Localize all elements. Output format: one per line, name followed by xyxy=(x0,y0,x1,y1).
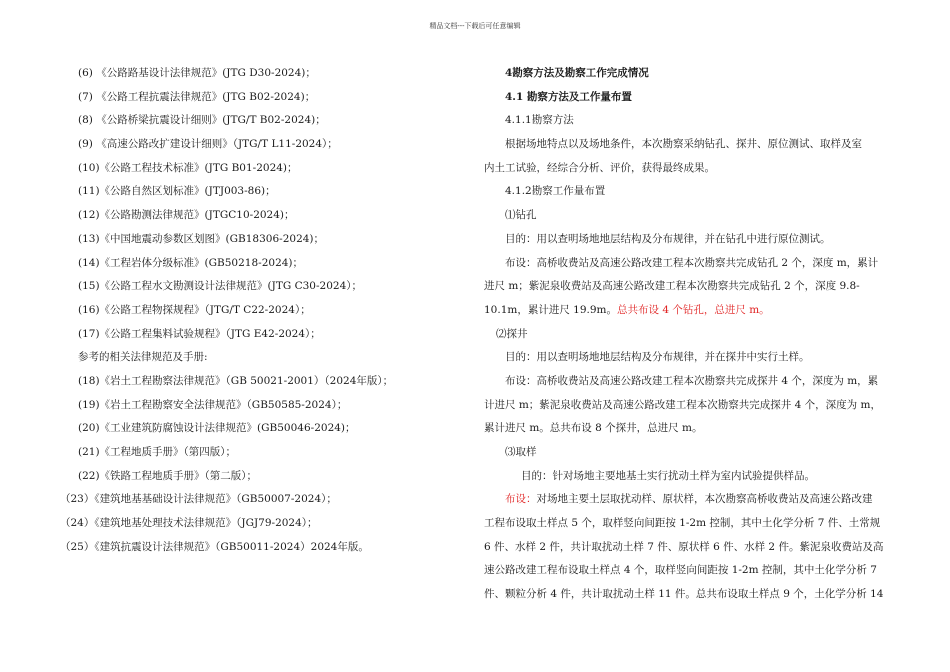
paragraph-line: 累计进尺 m。总共布设 8 个探井，总进尺 m。 xyxy=(484,422,703,435)
paragraph-line: 目的：用以查明场地地层结构及分布规律，并在钻孔中进行原位测试。 xyxy=(505,232,831,245)
reference-item: (8) 《公路桥梁抗震设计细则》(JTG/T B02-2024)； xyxy=(78,114,326,127)
reference-item: （23）《建筑地基基础设计法律规范》（GB50007-2024）； xyxy=(60,493,337,506)
reference-item: (6) 《公路路基设计法律规范》(JTG D30-2024)； xyxy=(78,67,316,79)
paragraph-line: 工程布设取土样点 5 个，取样竖向间距按 1-2m 控制，其中土化学分析 7 件、土常规 xyxy=(484,517,881,530)
highlighted-label: 布设： xyxy=(505,493,537,506)
reference-item: （24）《建筑地基处理技术法律规范》（JGJ79-2024）； xyxy=(60,517,318,530)
paragraph-line xyxy=(484,488,894,512)
reference-item: (16)《公路工程物探规程》（JTG/T C22-2024）； xyxy=(78,303,311,316)
subsubsection-heading: 4.1.1勘察方法 xyxy=(505,114,574,127)
paragraph-text: 10.1m，累计进尺 19.9m。 xyxy=(484,303,618,316)
paragraph-line: 目的：针对场地主要地基土实行扰动土样为室内试验提供样品。 xyxy=(521,469,815,482)
reference-subheading: 参考的相关法律规范及手册: xyxy=(78,351,208,364)
reference-item: (18)《岩土工程勘察法律规范》（GB 50021-2001）（2024年版）； xyxy=(78,374,394,387)
paragraph-line: 目的：用以查明场地地层结构及分布规律，并在探井中实行土样。 xyxy=(505,351,810,364)
reference-item: (10)《公路工程技术标准》(JTG B01-2024)； xyxy=(78,161,298,174)
reference-item: (12)《公路勘测法律规范》(JTGC10-2024)； xyxy=(78,209,295,222)
section-heading: 4勘察方法及勘察工作完成情况 xyxy=(505,67,649,79)
reference-item: （25）《建筑抗震设计法律规范》（GB50011-2024）2024年版。 xyxy=(60,540,369,553)
subsubsection-heading: 4.1.2勘察工作量布置 xyxy=(505,185,606,198)
page-header: 精品文档---下载后可任意编辑 xyxy=(429,22,521,30)
paragraph-line: 6 件、水样 2 件，共计取扰动土样 7 件、原状样 6 件、水样 2 件。紫泥泉收费站及高 xyxy=(484,540,884,553)
paragraph-line: 件、颗粒分析 4 件，共计取扰动土样 11 件。总共布设取土样点 9 个，土化学分析 14 xyxy=(484,588,884,601)
paragraph-line: 计进尺 m；紫泥泉收费站及高速公路改建工程本次勘察共完成探井 4 个，深度为 m， xyxy=(484,398,881,411)
paragraph-line xyxy=(484,299,894,323)
reference-item: (19)《岩土工程勘察安全法律规范》（GB50585-2024）； xyxy=(78,398,348,411)
item-heading-sampling: ⑶取样 xyxy=(505,446,537,458)
item-heading-drilling: ⑴钻孔 xyxy=(505,209,537,222)
paragraph-line: 速公路改建工程布设取土样点 4 个，取样竖向间距按 1-2m 控制，其中土化学分析 7 xyxy=(484,564,877,577)
reference-item: (7) 《公路工程抗震法律规范》(JTG B02-2024)； xyxy=(78,90,316,103)
item-heading-pit: ⑵探井 xyxy=(496,327,528,340)
paragraph-line: 根据场地特点以及场地条件，本次勘察采纳钻孔、探井、原位测试、取样及室 xyxy=(505,138,862,151)
paragraph-text: 对场地主要土层取扰动样、原状样，本次勘察高桥收费站及高速公路改建 xyxy=(536,493,873,506)
reference-item: (17)《公路工程集料试验规程》（JTG E42-2024）； xyxy=(78,327,321,340)
reference-item: (15)《公路工程水文勘测设计法律规范》(JTG C30-2024）； xyxy=(78,280,363,293)
paragraph-line: 布设：高桥收费站及高速公路改建工程本次勘察共完成探井 4 个，深度为 m，累 xyxy=(505,374,879,387)
survey-section xyxy=(484,62,894,607)
reference-item: (13)《中国地震动参数区划图》(GB18306-2024)； xyxy=(78,232,325,245)
subsection-heading: 4.1 勘察方法及工作量布置 xyxy=(505,90,632,103)
reference-item: (9) 《高速公路改扩建设计细则》（JTG/T L11-2024）； xyxy=(78,138,338,151)
reference-list xyxy=(60,62,468,559)
reference-item: (20)《工业建筑防腐蚀设计法律规范》(GB50046-2024)； xyxy=(78,422,356,435)
reference-item: (22)《铁路工程地质手册》（第二版）； xyxy=(78,469,258,482)
reference-item: (14)《工程岩体分级标准》(GB50218-2024)； xyxy=(78,256,304,269)
paragraph-line: 进尺 m；紫泥泉收费站及高速公路改建工程本次勘察共完成钻孔 2 个，深度 9.8- xyxy=(484,280,860,293)
paragraph-line: 布设：高桥收费站及高速公路改建工程本次勘察共完成钻孔 2 个，深度 m，累计 xyxy=(505,256,879,269)
reference-item: (21)《工程地质手册》（第四版）； xyxy=(78,446,237,458)
paragraph-line: 内土工试验，经综合分析、评价，获得最终成果。 xyxy=(484,161,715,174)
reference-item: (11)《公路自然区划标准》(JTJ003-86)； xyxy=(78,185,276,198)
highlighted-text: 总共布设 4 个钻孔，总进尺 m。 xyxy=(617,303,770,316)
